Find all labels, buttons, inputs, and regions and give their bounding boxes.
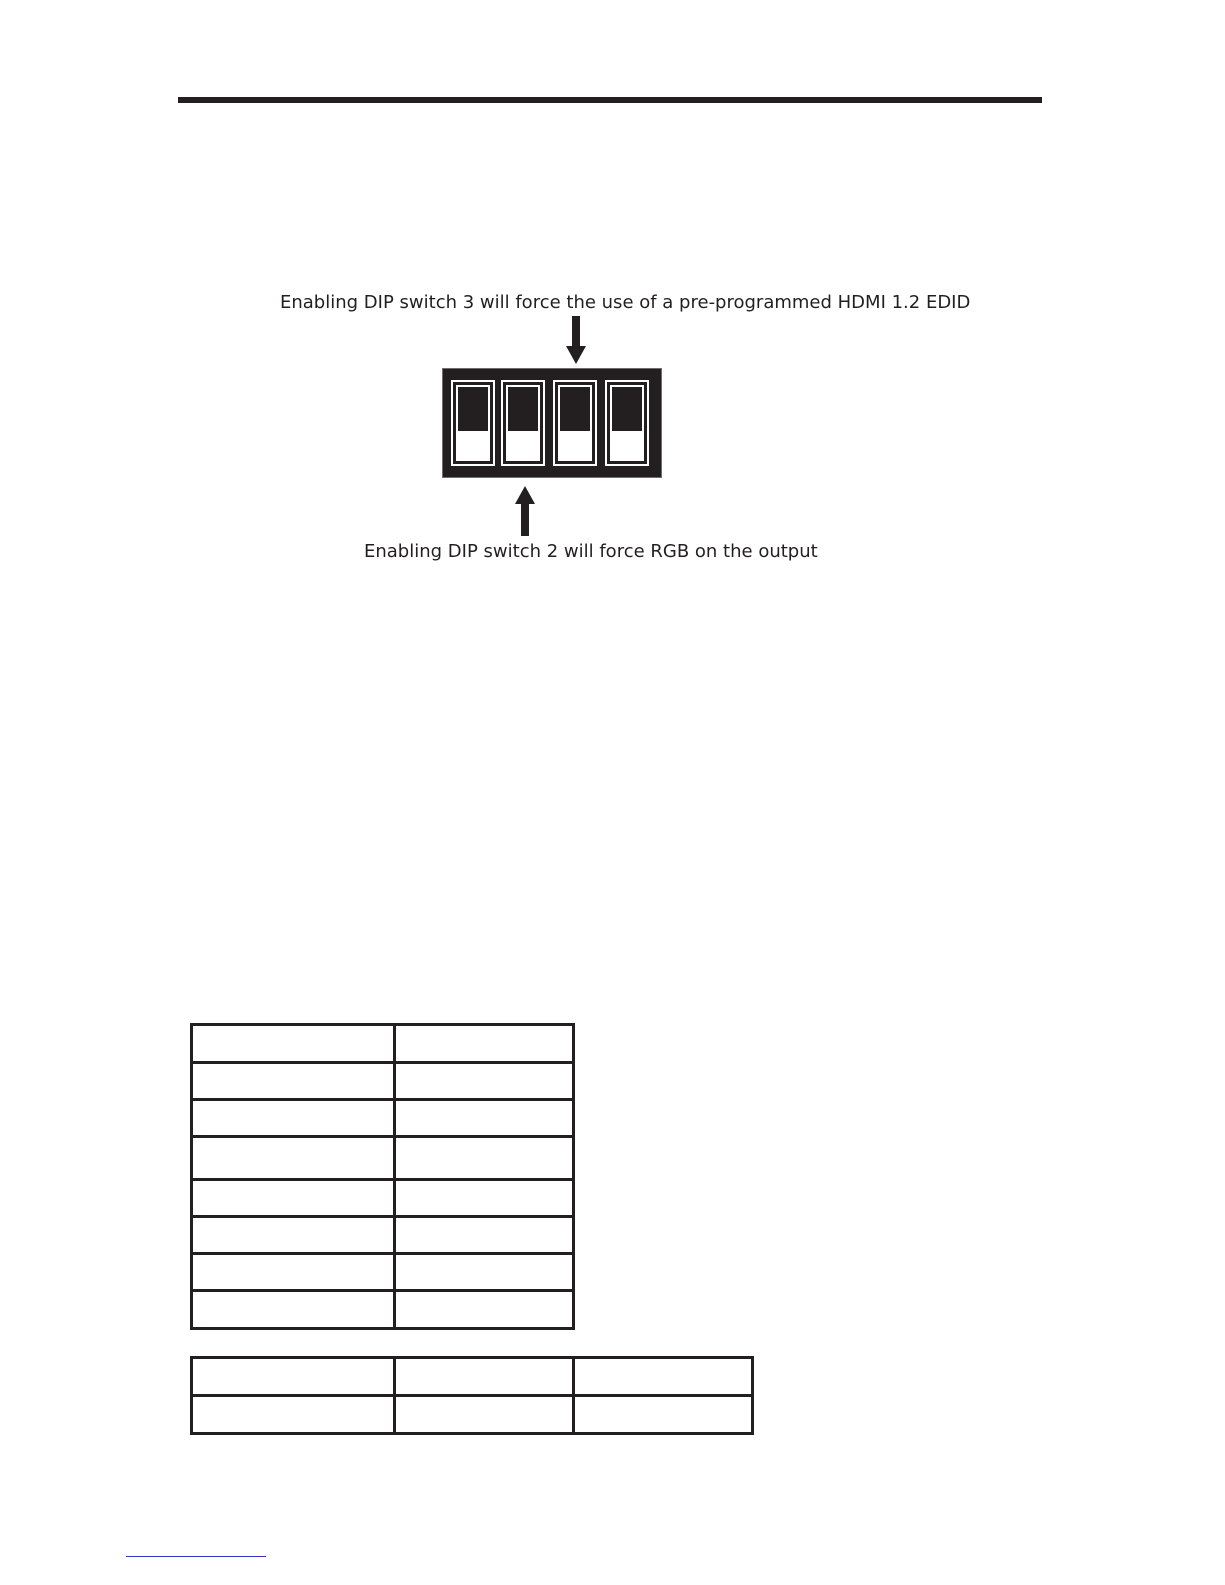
table-cell <box>395 1180 574 1217</box>
table-row <box>192 1291 574 1329</box>
dip-switch-3-knob <box>558 431 592 461</box>
dip-switch-3[interactable] <box>553 380 597 466</box>
header-rule <box>178 97 1042 103</box>
table-cell <box>395 1396 574 1434</box>
table-cell <box>192 1254 395 1291</box>
table-cell <box>192 1291 395 1329</box>
arrow-up-icon <box>515 486 535 536</box>
table-row <box>192 1180 574 1217</box>
dip-switch-2-caption: Enabling DIP switch 2 will force RGB on the output <box>364 541 818 562</box>
table-row <box>192 1254 574 1291</box>
dip-switch-3-caption: Enabling DIP switch 3 will force the use of a pre-programmed HDMI 1.2 EDID <box>280 292 971 313</box>
table-row <box>192 1358 753 1396</box>
table-row <box>192 1217 574 1254</box>
table-cell <box>395 1254 574 1291</box>
table-cell <box>395 1025 574 1063</box>
dip-switch-block <box>442 368 662 478</box>
dip-switch-4[interactable] <box>605 380 649 466</box>
table-cell <box>192 1100 395 1137</box>
table-cell <box>192 1396 395 1434</box>
dip-switch-2-knob <box>506 431 540 461</box>
table-cell <box>192 1063 395 1100</box>
table-two <box>190 1356 754 1435</box>
table-cell <box>395 1100 574 1137</box>
table-row <box>192 1100 574 1137</box>
arrow-down-icon <box>566 316 586 366</box>
table-row <box>192 1025 574 1063</box>
dip-switch-1[interactable] <box>451 380 495 466</box>
table-row <box>192 1396 753 1434</box>
table-cell <box>395 1358 574 1396</box>
table-cell <box>192 1358 395 1396</box>
table-cell <box>395 1063 574 1100</box>
table-cell <box>192 1025 395 1063</box>
table-one <box>190 1023 575 1330</box>
footer-link-underline <box>126 1556 266 1557</box>
dip-switch-1-knob <box>456 431 490 461</box>
table-cell <box>574 1358 753 1396</box>
dip-switch-4-knob <box>610 431 644 461</box>
table-cell <box>395 1291 574 1329</box>
table-row <box>192 1137 574 1180</box>
table-cell <box>395 1137 574 1180</box>
table-cell <box>192 1137 395 1180</box>
table-cell <box>192 1180 395 1217</box>
dip-switch-2[interactable] <box>501 380 545 466</box>
table-cell <box>192 1217 395 1254</box>
table-cell <box>574 1396 753 1434</box>
table-cell <box>395 1217 574 1254</box>
table-row <box>192 1063 574 1100</box>
